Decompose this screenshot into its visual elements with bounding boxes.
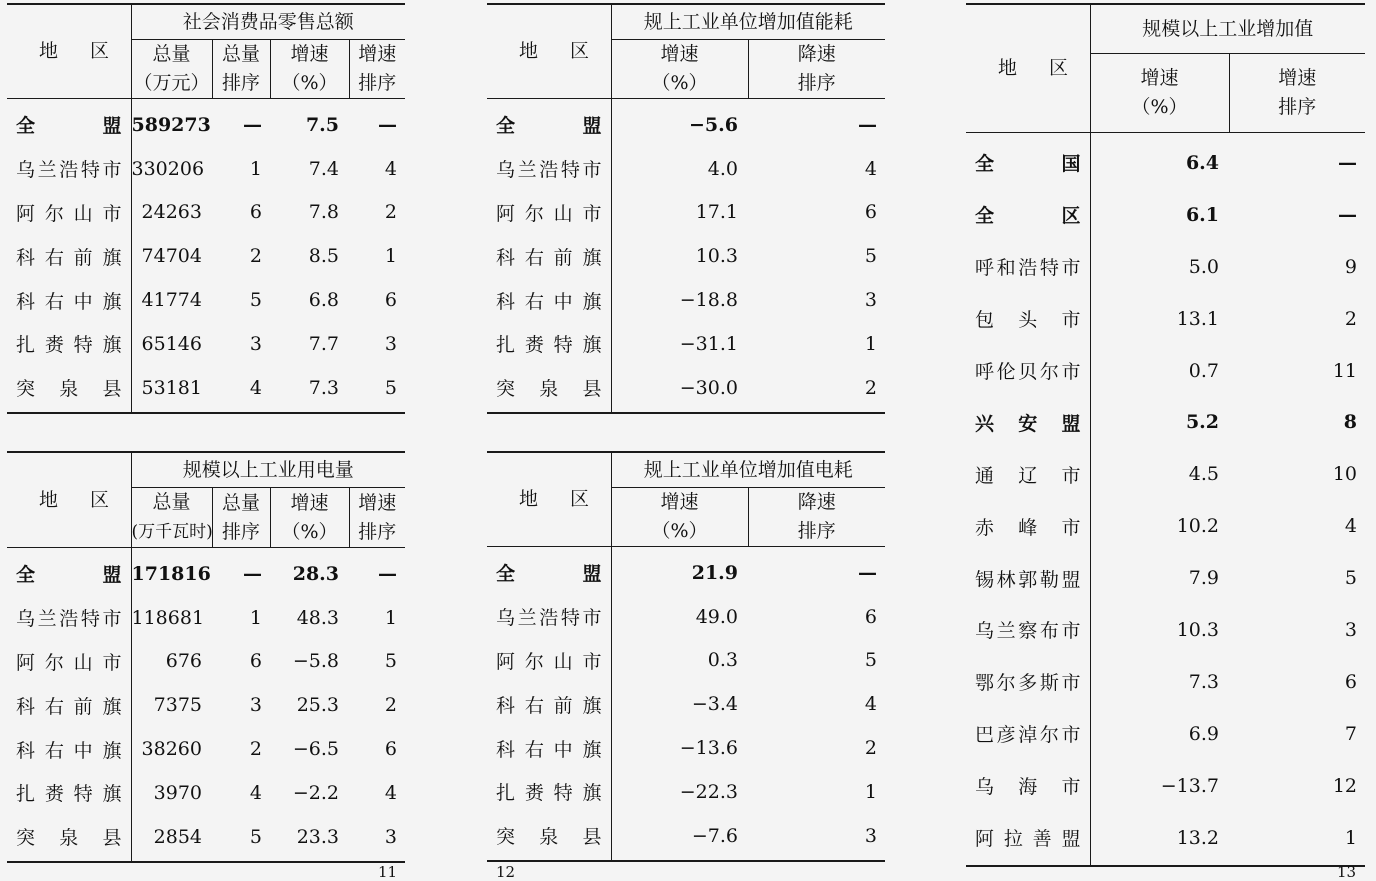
- value-cell: 0.3: [707, 649, 738, 672]
- table-row: [966, 396, 1365, 448]
- value-cell: 589273: [131, 113, 211, 136]
- value-cell: 1: [384, 245, 398, 268]
- column-header-growth-rank: 增速 排序: [349, 488, 405, 548]
- region-cell: 扎赉特旗: [487, 770, 611, 814]
- table-row: [487, 814, 885, 861]
- table-row: [487, 322, 885, 366]
- region-header: 地区: [7, 4, 131, 99]
- table-row: [487, 278, 885, 322]
- value-cell: 7.8: [308, 201, 339, 224]
- value-cell: 4: [864, 693, 878, 716]
- value-cell: 1: [864, 780, 878, 803]
- table-row: [966, 552, 1365, 604]
- value-cell: 8.5: [308, 245, 339, 268]
- value-cell: 5: [1344, 567, 1358, 590]
- region-cell: 扎赉特旗: [7, 322, 131, 366]
- table-title: 规上工业单位增加值电耗: [611, 452, 885, 488]
- region-cell: 科右中旗: [7, 727, 131, 771]
- region-cell: 扎赉特旗: [487, 322, 611, 366]
- table-row: [966, 345, 1365, 397]
- table-row: [487, 99, 885, 147]
- value-cell: 8: [1343, 411, 1358, 434]
- table-row: [487, 366, 885, 413]
- page-number: 12: [496, 863, 516, 881]
- table-row: [966, 133, 1365, 189]
- value-cell: −2.2: [292, 781, 339, 804]
- industrial-value-added-table: [966, 3, 1365, 867]
- table-row: [966, 760, 1365, 812]
- value-cell: 4: [864, 157, 878, 180]
- table-row: [7, 147, 405, 191]
- value-cell: 5.0: [1188, 255, 1219, 278]
- region-header: 地区: [966, 4, 1090, 133]
- value-cell: 5.2: [1185, 411, 1219, 434]
- table-title: 社会消费品零售总额: [131, 4, 405, 40]
- table-row: [966, 293, 1365, 345]
- value-cell: 4: [384, 157, 398, 180]
- value-cell: 5: [249, 825, 262, 848]
- value-cell: 48.3: [296, 606, 339, 629]
- value-cell: 6.1: [1185, 203, 1219, 226]
- region-cell: 突泉县: [487, 814, 611, 861]
- electricity-consumption-table: [487, 451, 885, 862]
- retail-sales-table: [7, 3, 405, 414]
- value-cell: −5.6: [689, 113, 738, 136]
- table-row: [7, 727, 405, 771]
- region-cell: 科右中旗: [487, 278, 611, 322]
- region-cell: 阿尔山市: [7, 640, 131, 684]
- region-cell: 突泉县: [7, 815, 131, 862]
- value-cell: 10.3: [1176, 618, 1219, 641]
- value-cell: 13.1: [1176, 307, 1219, 330]
- value-cell: 1: [1344, 826, 1358, 849]
- value-cell: 2: [249, 738, 262, 761]
- value-cell: 5: [249, 289, 262, 312]
- region-cell: 科右前旗: [7, 234, 131, 278]
- table-row: [966, 812, 1365, 867]
- value-cell: 171816: [131, 562, 211, 585]
- table-row: [966, 604, 1365, 656]
- value-cell: 3: [1344, 618, 1358, 641]
- value-cell: −5.8: [292, 650, 339, 673]
- region-cell: 阿尔山市: [487, 639, 611, 683]
- region-cell: 全国: [966, 133, 1090, 189]
- value-cell: 28.3: [292, 562, 339, 585]
- value-cell: 2854: [153, 825, 202, 848]
- region-cell: 呼伦贝尔市: [966, 345, 1090, 397]
- region-cell: 鄂尔多斯市: [966, 656, 1090, 708]
- table-row: [487, 595, 885, 639]
- region-cell: 全区: [966, 189, 1090, 241]
- column-header-decline-rank: 降速 排序: [748, 40, 885, 99]
- region-cell: 呼和浩特市: [966, 241, 1090, 293]
- table-row: [7, 815, 405, 862]
- column-header-total: 总量 (万千瓦时): [131, 488, 212, 548]
- value-cell: 13.2: [1176, 826, 1219, 849]
- value-cell: 49.0: [695, 605, 738, 628]
- region-header: 地区: [487, 4, 611, 99]
- value-cell: −13.7: [1160, 774, 1219, 797]
- value-cell: −6.5: [292, 738, 339, 761]
- value-cell: 4: [249, 376, 262, 399]
- region-cell: 突泉县: [487, 366, 611, 413]
- value-cell: —: [858, 113, 878, 136]
- value-cell: 5: [384, 376, 398, 399]
- value-cell: −7.6: [691, 824, 738, 847]
- value-cell: 2: [864, 376, 878, 399]
- value-cell: 7.3: [308, 376, 339, 399]
- table-row: [7, 771, 405, 815]
- region-cell: 阿尔山市: [487, 191, 611, 235]
- region-cell: 突泉县: [7, 366, 131, 413]
- value-cell: 7.3: [1188, 670, 1219, 693]
- value-cell: −18.8: [679, 289, 738, 312]
- table-row: [7, 191, 405, 235]
- column-header-total-rank: 总量 排序: [212, 488, 270, 548]
- value-cell: 25.3: [296, 694, 339, 717]
- value-cell: 2: [384, 694, 398, 717]
- value-cell: −31.1: [679, 332, 738, 355]
- value-cell: 38260: [141, 738, 202, 761]
- column-header-total: 总量 （万元）: [131, 40, 212, 99]
- table-title: 规模以上工业用电量: [131, 452, 405, 488]
- region-cell: 全盟: [7, 99, 131, 147]
- table-row: [7, 640, 405, 684]
- table-row: [966, 189, 1365, 241]
- value-cell: 74704: [141, 245, 202, 268]
- value-cell: −30.0: [679, 376, 738, 399]
- value-cell: 3970: [153, 781, 202, 804]
- column-header-growth: 增速 （%）: [1090, 54, 1229, 133]
- value-cell: 7: [1344, 722, 1358, 745]
- region-cell: 乌海市: [966, 760, 1090, 812]
- value-cell: 4.5: [1188, 463, 1219, 486]
- value-cell: 1: [249, 157, 262, 180]
- table-row: [7, 99, 405, 147]
- table-row: [7, 366, 405, 413]
- value-cell: 6: [864, 201, 878, 224]
- value-cell: 1: [249, 606, 262, 629]
- column-header-growth: 增速 （%）: [270, 40, 349, 99]
- value-cell: 2: [864, 737, 878, 760]
- value-cell: 6.4: [1185, 151, 1219, 174]
- value-cell: 4: [249, 781, 262, 804]
- value-cell: 2: [384, 201, 398, 224]
- region-cell: 阿拉善盟: [966, 812, 1090, 867]
- value-cell: 3: [864, 289, 878, 312]
- value-cell: 17.1: [695, 201, 738, 224]
- value-cell: 7.4: [308, 157, 339, 180]
- region-header: 地区: [487, 452, 611, 547]
- value-cell: 7.7: [308, 332, 339, 355]
- value-cell: —: [243, 562, 262, 585]
- value-cell: 6: [864, 605, 878, 628]
- table-row: [7, 278, 405, 322]
- energy-consumption-table: [487, 3, 885, 414]
- table-title: 规上工业单位增加值能耗: [611, 4, 885, 40]
- value-cell: 0.7: [1188, 359, 1219, 382]
- column-header-total-rank: 总量 排序: [212, 40, 270, 99]
- value-cell: 330206: [131, 157, 205, 180]
- value-cell: 6.9: [1188, 722, 1219, 745]
- table-row: [487, 726, 885, 770]
- region-cell: 乌兰浩特市: [487, 147, 611, 191]
- page-number: 11: [378, 863, 398, 881]
- value-cell: 41774: [141, 289, 202, 312]
- region-cell: 科右前旗: [487, 234, 611, 278]
- region-cell: 乌兰浩特市: [487, 595, 611, 639]
- table-row: [966, 656, 1365, 708]
- value-cell: —: [378, 562, 398, 585]
- value-cell: 3: [249, 332, 262, 355]
- region-cell: 包头市: [966, 293, 1090, 345]
- value-cell: 4.0: [707, 157, 738, 180]
- value-cell: 65146: [141, 332, 202, 355]
- value-cell: —: [1338, 203, 1358, 226]
- table-row: [487, 191, 885, 235]
- value-cell: −3.4: [691, 693, 738, 716]
- column-header-decline-rank: 降速 排序: [748, 488, 885, 547]
- value-cell: 6: [249, 650, 262, 673]
- column-header-growth: 增速 （%）: [270, 488, 349, 548]
- value-cell: 6: [384, 289, 398, 312]
- region-cell: 科右中旗: [487, 726, 611, 770]
- value-cell: 4: [1344, 515, 1358, 538]
- region-cell: 扎赉特旗: [7, 771, 131, 815]
- value-cell: 6: [1344, 670, 1358, 693]
- value-cell: 3: [384, 825, 398, 848]
- value-cell: 7.5: [305, 113, 339, 136]
- region-cell: 乌兰察布市: [966, 604, 1090, 656]
- region-cell: 通辽市: [966, 448, 1090, 500]
- table-row: [966, 500, 1365, 552]
- value-cell: 5: [864, 245, 878, 268]
- table-row: [487, 682, 885, 726]
- table-row: [487, 770, 885, 814]
- table-row: [966, 708, 1365, 760]
- region-cell: 乌兰浩特市: [7, 147, 131, 191]
- column-header-growth-rank: 增速 排序: [1229, 54, 1365, 133]
- value-cell: 1: [384, 606, 398, 629]
- table-row: [7, 234, 405, 278]
- region-cell: 锡林郭勒盟: [966, 552, 1090, 604]
- region-cell: 阿尔山市: [7, 191, 131, 235]
- region-cell: 科右前旗: [487, 682, 611, 726]
- value-cell: 3: [864, 824, 878, 847]
- value-cell: 2: [249, 245, 262, 268]
- value-cell: —: [858, 561, 878, 584]
- value-cell: 118681: [131, 606, 205, 629]
- region-cell: 科右前旗: [7, 683, 131, 727]
- table-row: [966, 448, 1365, 500]
- value-cell: 53181: [141, 376, 202, 399]
- region-cell: 巴彦淖尔市: [966, 708, 1090, 760]
- value-cell: 4: [384, 781, 398, 804]
- value-cell: 10: [1332, 463, 1358, 486]
- table-title: 规模以上工业增加值: [1090, 4, 1365, 54]
- table-row: [487, 234, 885, 278]
- value-cell: —: [1338, 151, 1358, 174]
- value-cell: −13.6: [679, 737, 738, 760]
- table-row: [7, 322, 405, 366]
- column-header-growth-rank: 增速 排序: [349, 40, 405, 99]
- electricity-use-table: [7, 451, 405, 863]
- value-cell: 11: [1332, 359, 1358, 382]
- value-cell: —: [243, 113, 262, 136]
- table-row: [7, 683, 405, 727]
- value-cell: 1: [864, 332, 878, 355]
- value-cell: 5: [864, 649, 878, 672]
- value-cell: 6: [249, 201, 262, 224]
- region-cell: 乌兰浩特市: [7, 596, 131, 640]
- value-cell: 3: [249, 694, 262, 717]
- value-cell: 12: [1332, 774, 1358, 797]
- region-cell: 赤峰市: [966, 500, 1090, 552]
- region-header: 地区: [7, 452, 131, 548]
- region-cell: 兴安盟: [966, 396, 1090, 448]
- page-number: 13: [1337, 863, 1357, 881]
- value-cell: 10.3: [695, 245, 738, 268]
- region-cell: 全盟: [487, 99, 611, 147]
- region-cell: 全盟: [7, 548, 131, 596]
- column-header-growth: 增速 （%）: [611, 488, 748, 547]
- value-cell: 23.3: [296, 825, 339, 848]
- value-cell: 676: [165, 650, 202, 673]
- region-cell: 科右中旗: [7, 278, 131, 322]
- table-row: [966, 241, 1365, 293]
- value-cell: 3: [384, 332, 398, 355]
- table-row: [7, 548, 405, 596]
- value-cell: −22.3: [679, 780, 738, 803]
- value-cell: 6: [384, 738, 398, 761]
- table-row: [487, 639, 885, 683]
- column-header-growth: 增速 （%）: [611, 40, 748, 99]
- value-cell: 21.9: [691, 561, 738, 584]
- value-cell: 24263: [141, 201, 202, 224]
- value-cell: 10.2: [1176, 515, 1219, 538]
- value-cell: 6.8: [308, 289, 339, 312]
- region-cell: 全盟: [487, 547, 611, 595]
- table-row: [487, 547, 885, 595]
- table-row: [7, 596, 405, 640]
- value-cell: 7.9: [1188, 567, 1219, 590]
- value-cell: —: [378, 113, 398, 136]
- table-row: [487, 147, 885, 191]
- value-cell: 2: [1344, 307, 1358, 330]
- value-cell: 5: [384, 650, 398, 673]
- value-cell: 7375: [153, 694, 202, 717]
- value-cell: 9: [1344, 255, 1358, 278]
